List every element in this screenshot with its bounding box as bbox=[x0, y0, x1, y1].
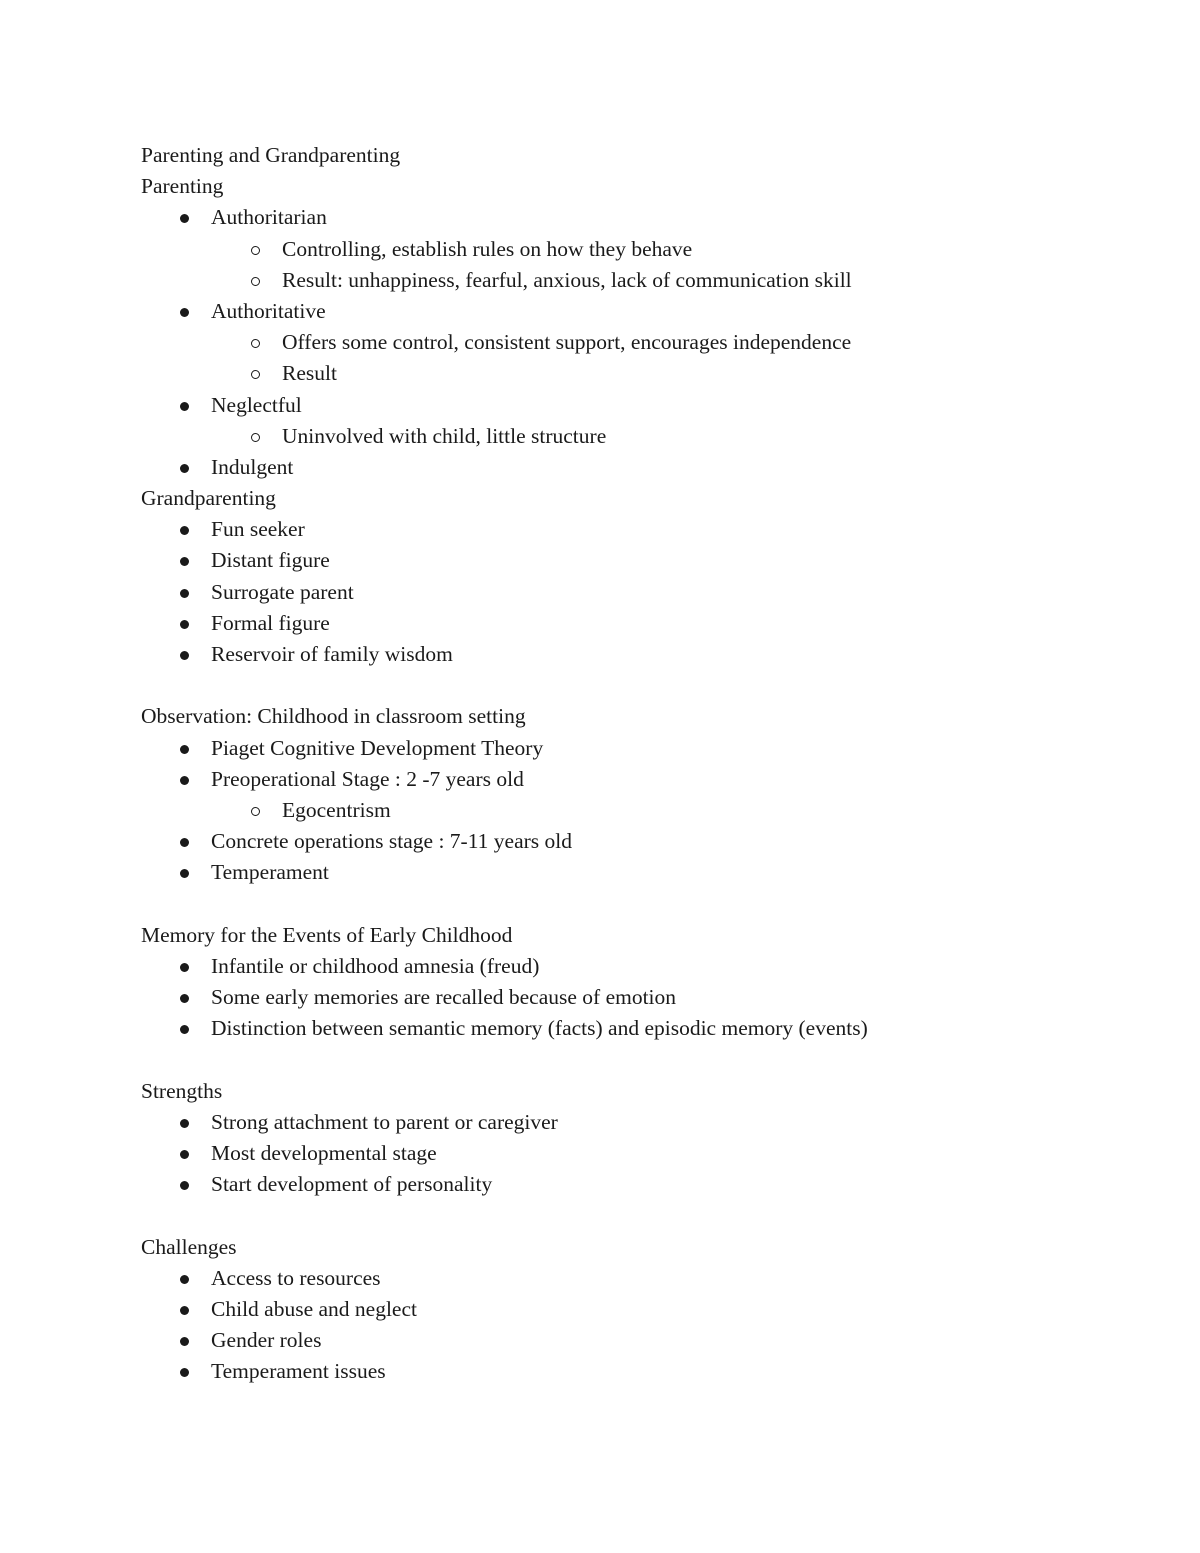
section-heading-observation: Observation: Childhood in classroom setting bbox=[141, 704, 526, 729]
bullet-circle-icon bbox=[251, 370, 260, 379]
section-heading-memory: Memory for the Events of Early Childhood bbox=[141, 922, 513, 947]
document-title: Parenting and Grandparenting bbox=[141, 143, 401, 167]
bullet-disc-icon bbox=[180, 651, 189, 660]
bullet-circle-icon bbox=[251, 246, 260, 255]
list-item: Fun seeker bbox=[141, 514, 1141, 545]
bullet-disc-icon bbox=[180, 402, 189, 411]
bullet-circle-icon bbox=[251, 277, 260, 286]
list-item: Infantile or childhood amnesia (freud) bbox=[141, 951, 1141, 982]
bullet-disc-icon bbox=[180, 838, 189, 847]
bullet-disc-icon bbox=[180, 1275, 189, 1284]
bullet-disc-icon bbox=[180, 526, 189, 535]
list-item: Strong attachment to parent or caregiver bbox=[141, 1107, 1141, 1138]
list-item: Start development of personality bbox=[141, 1169, 1141, 1200]
bullet-circle-icon bbox=[251, 807, 260, 816]
bullet-disc-icon bbox=[180, 869, 189, 878]
bullet-disc-icon bbox=[180, 1337, 189, 1346]
bullet-disc-icon bbox=[180, 776, 189, 785]
list-item: Neglectful bbox=[141, 390, 1141, 421]
blank-line bbox=[141, 889, 1141, 920]
bullet-disc-icon bbox=[180, 994, 189, 1003]
section-heading-strengths: Strengths bbox=[141, 1078, 223, 1103]
bullet-disc-icon bbox=[180, 464, 189, 473]
blank-line bbox=[141, 670, 1141, 701]
list-item: Access to resources bbox=[141, 1263, 1141, 1294]
bullet-disc-icon bbox=[180, 963, 189, 972]
list-item: Surrogate parent bbox=[141, 577, 1141, 608]
blank-line bbox=[141, 1200, 1141, 1231]
list-item: Concrete operations stage : 7-11 years old bbox=[141, 826, 1141, 857]
list-item: Authoritarian bbox=[141, 202, 1141, 233]
bullet-disc-icon bbox=[180, 557, 189, 566]
list-item: Distant figure bbox=[141, 545, 1141, 576]
bullet-disc-icon bbox=[180, 308, 189, 317]
list-item: Some early memories are recalled because of emotion bbox=[141, 982, 1141, 1013]
list-item: Formal figure bbox=[141, 608, 1141, 639]
bullet-disc-icon bbox=[180, 745, 189, 754]
bullet-circle-icon bbox=[251, 433, 260, 442]
list-item: Gender roles bbox=[141, 1325, 1141, 1356]
bullet-disc-icon bbox=[180, 1306, 189, 1315]
bullet-disc-icon bbox=[180, 1368, 189, 1377]
bullet-disc-icon bbox=[180, 620, 189, 629]
list-item: Child abuse and neglect bbox=[141, 1294, 1141, 1325]
sub-list-item: Egocentrism bbox=[141, 795, 1141, 826]
list-item: Temperament issues bbox=[141, 1356, 1141, 1387]
section-heading-grandparenting: Grandparenting bbox=[141, 486, 276, 511]
sub-list-item: Result bbox=[141, 358, 1141, 389]
list-item: Temperament bbox=[141, 857, 1141, 888]
list-item: Most developmental stage bbox=[141, 1138, 1141, 1169]
document-page bbox=[141, 140, 1141, 1388]
bullet-disc-icon bbox=[180, 214, 189, 223]
list-item: Authoritative bbox=[141, 296, 1141, 327]
sub-list-item: Result: unhappiness, fearful, anxious, lack of communication skill bbox=[141, 265, 1141, 296]
bullet-disc-icon bbox=[180, 589, 189, 598]
list-item: Preoperational Stage : 2 -7 years old bbox=[141, 764, 1141, 795]
blank-line bbox=[141, 1044, 1141, 1075]
bullet-disc-icon bbox=[180, 1025, 189, 1034]
sub-list-item: Offers some control, consistent support, encourages independence bbox=[141, 327, 1141, 358]
list-item: Piaget Cognitive Development Theory bbox=[141, 733, 1141, 764]
list-item: Indulgent bbox=[141, 452, 1141, 483]
sub-list-item: Controlling, establish rules on how they behave bbox=[141, 234, 1141, 265]
sub-list-item: Uninvolved with child, little structure bbox=[141, 421, 1141, 452]
list-item: Reservoir of family wisdom bbox=[141, 639, 1141, 670]
bullet-disc-icon bbox=[180, 1119, 189, 1128]
bullet-disc-icon bbox=[180, 1150, 189, 1159]
section-heading-challenges: Challenges bbox=[141, 1234, 237, 1259]
bullet-circle-icon bbox=[251, 339, 260, 348]
list-item: Distinction between semantic memory (facts) and episodic memory (events) bbox=[141, 1013, 1141, 1044]
bullet-disc-icon bbox=[180, 1181, 189, 1190]
section-heading-parenting: Parenting bbox=[141, 174, 224, 199]
